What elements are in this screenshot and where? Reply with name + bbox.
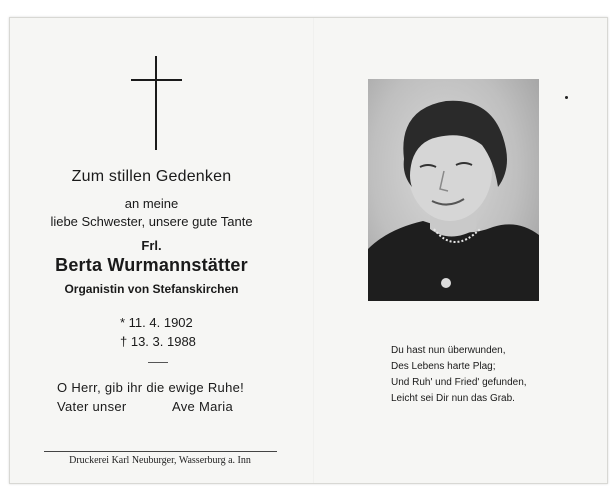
poem-line-1: Du hast nun überwunden, xyxy=(391,345,506,356)
portrait-photo xyxy=(368,79,539,301)
deceased-name: Berta Wurmannstätter xyxy=(55,255,248,275)
printer-rule xyxy=(44,451,277,452)
printer-credit: Druckerei Karl Neuburger, Wasserburg a. Inn xyxy=(69,455,251,466)
portrait-illustration xyxy=(368,79,539,301)
deceased-role: Organistin von Stefanskirchen xyxy=(64,282,239,296)
prayer-vater-unser: Vater unser xyxy=(57,399,127,414)
poem-line-2: Des Lebens harte Plag; xyxy=(391,361,496,372)
scan-speck xyxy=(565,96,568,99)
dedication-line-2: liebe Schwester, unsere gute Tante xyxy=(50,214,253,229)
death-date: † 13. 3. 1988 xyxy=(120,334,196,349)
prayer-line: O Herr, gib ihr die ewige Ruhe! xyxy=(57,380,245,395)
name-prefix: Frl. xyxy=(141,238,162,253)
prayer-ave-maria: Ave Maria xyxy=(172,399,233,414)
poem-line-3: Und Ruh' und Fried' gefunden, xyxy=(391,377,527,388)
short-divider xyxy=(148,362,168,363)
dedication-line-1: an meine xyxy=(124,196,179,211)
poem-line-4: Leicht sei Dir nun das Grab. xyxy=(391,393,515,404)
birth-date: * 11. 4. 1902 xyxy=(120,315,193,330)
heading: Zum stillen Gedenken xyxy=(71,168,232,185)
